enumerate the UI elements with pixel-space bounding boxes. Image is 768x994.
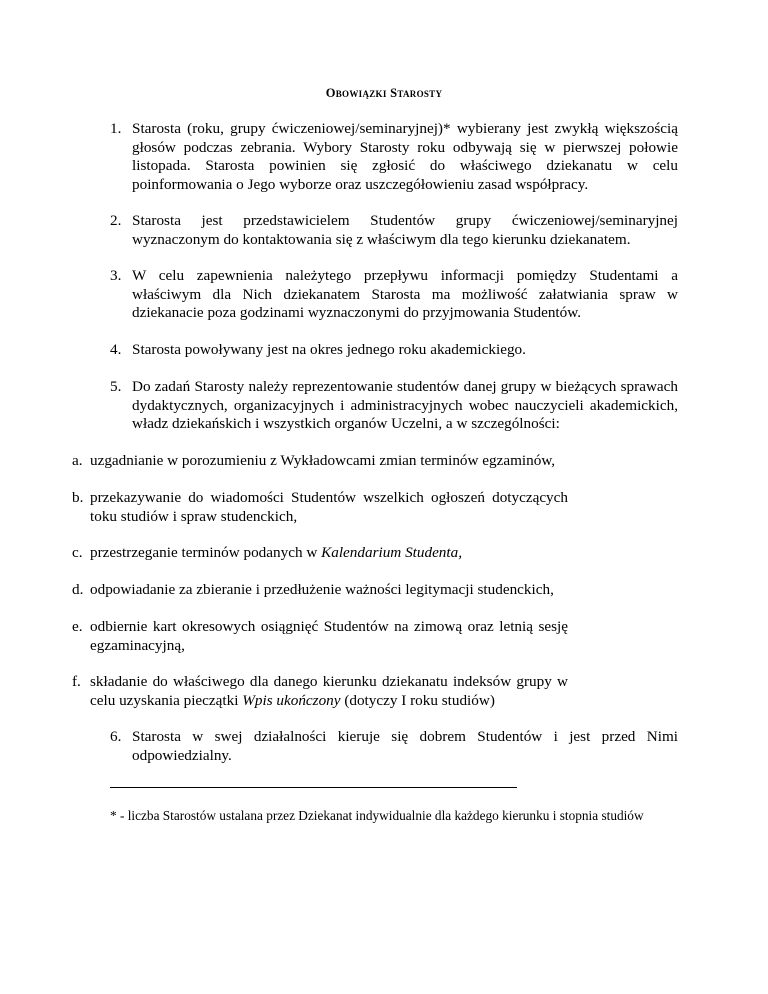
sub-item-text xyxy=(90,673,568,710)
list-item-6 xyxy=(110,728,678,765)
item-text: Starosta jest przedstawicielem Studentów grupy ćwiczeniowej/seminaryjnej wyznaczonym do kontaktowania się z właściwym dla tego kierunku dziekanatem. xyxy=(132,212,678,248)
item-number: 5. xyxy=(110,378,122,395)
footnote: * - liczba Starostów ustalana przez Dziekanat indywidualnie dla każdego kierunku i stopnia studiów xyxy=(110,808,644,823)
sub-item-d xyxy=(72,581,568,600)
sub-item-text-italic: Wpis ukończony xyxy=(242,691,341,709)
sub-item-text: odpowiadanie za zbieranie i przedłużenie ważności legitymacji studenckich, xyxy=(90,581,554,598)
sub-item-letter: e. xyxy=(72,618,83,635)
item-number: 3. xyxy=(110,267,122,284)
sub-item-text-after: (dotyczy I roku studiów) xyxy=(340,691,495,709)
item-number: 1. xyxy=(110,120,122,137)
sub-item-text: przekazywanie do wiadomości Studentów wszelkich ogłoszeń dotyczących toku studiów i spraw studenckich, xyxy=(90,489,568,525)
list-item-3 xyxy=(110,267,678,323)
item-text: Starosta w swej działalności kieruje się dobrem Studentów i jest przed Nimi odpowiedzialny. xyxy=(132,728,678,764)
sub-item-text-plain: przestrzeganie terminów podanych w xyxy=(90,544,322,561)
sub-item-text-italic: Kalendarium Studenta, xyxy=(321,544,463,561)
document-title: Obowiązki Starosty xyxy=(325,86,443,100)
item-text: Do zadań Starosty należy reprezentowanie studentów danej grupy w bieżących sprawach dydaktycznych, organizacyjnych i administracyjnych wobec nauczycieli akademickich, władz dziekańskich i wszystkich organów Uczelni, a w szczególności: xyxy=(132,378,678,433)
sub-item-f xyxy=(72,673,568,710)
item-number: 2. xyxy=(110,212,122,229)
item-text: Starosta (roku, grupy ćwiczeniowej/seminaryjnej)* wybierany jest zwykłą większością głosów podczas zebrania. Wybory Starosty roku odbywają się w pierwszej połowie listopada. Starosta powinien się zgłosić do właściwego dziekanatu w celu poinformowania o Jego wyborze oraz uszczegółowieniu zasad współpracy. xyxy=(132,120,678,193)
sub-item-text: uzgadnianie w porozumieniu z Wykładowcami zmian terminów egzaminów, xyxy=(90,452,556,469)
sub-item-c xyxy=(72,544,568,563)
sub-item-text-plain: składanie do właściwego dla danego kierunku dziekanatu indeksów grupy w celu uzyskania pieczątki xyxy=(90,673,568,709)
sub-item-letter: a. xyxy=(72,452,83,469)
sub-item-a xyxy=(72,452,568,471)
item-text: W celu zapewnienia należytego przepływu informacji pomiędzy Studentami a właściwym dla Nich dziekanatem Starosta ma możliwość załatwiania spraw w dziekanacie poza godzinami wyznaczonymi do przyjmowania Studentów. xyxy=(132,267,678,322)
item-number: 6. xyxy=(110,728,122,745)
sub-item-text: odbiernie kart okresowych osiągnięć Studentów na zimową oraz letnią sesję egzaminacyjną, xyxy=(90,618,568,654)
list-item-5 xyxy=(110,378,678,434)
list-item-1 xyxy=(110,120,678,194)
sub-item-b xyxy=(72,489,568,526)
sub-item-letter: f. xyxy=(72,673,81,690)
sub-item-letter: c. xyxy=(72,544,83,561)
item-number: 4. xyxy=(110,341,122,358)
footnote-separator xyxy=(110,787,517,788)
sub-item-letter: d. xyxy=(72,581,84,598)
sub-item-text xyxy=(90,544,568,563)
list-item-4 xyxy=(110,341,678,360)
sub-item-e xyxy=(72,618,568,655)
item-text: Starosta powoływany jest na okres jednego roku akademickiego. xyxy=(132,341,526,358)
sub-item-letter: b. xyxy=(72,489,84,506)
list-item-2 xyxy=(110,212,678,249)
